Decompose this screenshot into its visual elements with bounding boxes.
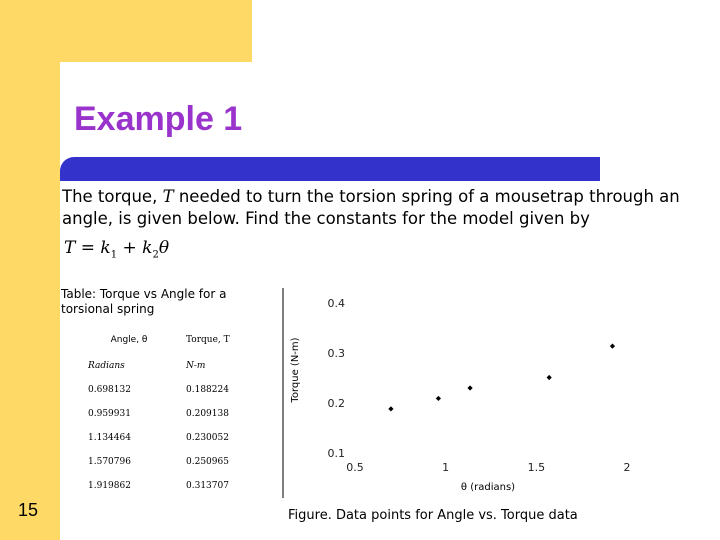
figure-caption-text: Data points for Angle vs. Torque data xyxy=(331,508,578,523)
y-axis-label: Torque (N-m) xyxy=(290,337,301,403)
cell-torque: 0.250965 xyxy=(186,457,229,467)
torque-angle-table xyxy=(80,326,276,498)
cell-angle: 0.698132 xyxy=(88,385,131,395)
data-point xyxy=(547,375,552,380)
problem-statement xyxy=(62,186,712,230)
eq-sub1: 1 xyxy=(110,249,118,261)
table-header-row xyxy=(80,326,276,354)
header-angle: Angle, θ xyxy=(110,335,148,345)
table-row xyxy=(80,474,276,498)
table-row xyxy=(80,450,276,474)
figure-caption xyxy=(288,508,578,523)
eq-lhs: T = k xyxy=(64,238,111,258)
table-units-row xyxy=(80,354,276,378)
intro-text-1: The torque, xyxy=(62,187,163,206)
cell-torque: 0.188224 xyxy=(186,385,229,395)
top-decor-band xyxy=(0,0,252,62)
x-tick-label: 1 xyxy=(442,461,450,474)
x-tick-labels xyxy=(346,461,630,474)
y-tick-label: 0.2 xyxy=(327,397,345,410)
data-point xyxy=(436,396,441,401)
data-point xyxy=(388,406,393,411)
unit-angle: Radians xyxy=(88,361,125,371)
page-number: 15 xyxy=(18,500,39,520)
cell-angle: 1.134464 xyxy=(88,433,131,443)
slide-title: Example 1 xyxy=(74,100,243,138)
y-tick-label: 0.1 xyxy=(327,447,345,460)
data-points xyxy=(388,344,615,412)
x-tick-label: 2 xyxy=(623,461,631,474)
intro-text-2: needed to turn the torsion spring of a mousetrap through an angle, is given below. Find the constants for the model given by xyxy=(62,187,680,228)
model-equation xyxy=(64,238,169,260)
left-decor-band xyxy=(0,0,60,540)
x-axis-label: θ (radians) xyxy=(460,482,516,493)
x-tick-label: 1.5 xyxy=(527,461,546,474)
title-underline-bar xyxy=(60,157,600,181)
cell-angle: 1.570796 xyxy=(88,457,131,467)
cell-angle: 1.919862 xyxy=(88,481,131,491)
eq-rhs: θ xyxy=(158,238,170,258)
y-tick-label: 0.4 xyxy=(327,297,345,310)
table-row xyxy=(80,378,276,402)
eq-mid: + k xyxy=(117,238,153,258)
cell-torque: 0.313707 xyxy=(186,481,229,491)
table-row xyxy=(80,402,276,426)
cell-torque: 0.209138 xyxy=(186,409,229,419)
eq-sub2: 2 xyxy=(152,249,159,261)
header-torque: Torque, T xyxy=(186,335,230,345)
table-caption: Table: Torque vs Angle for a torsional spring xyxy=(61,287,227,316)
figure-caption-label: Figure. xyxy=(288,508,332,523)
x-tick-label: 0.5 xyxy=(346,461,364,474)
unit-torque: N-m xyxy=(186,361,206,371)
table-row xyxy=(80,426,276,450)
data-point xyxy=(610,344,615,349)
y-tick-labels xyxy=(328,297,346,460)
intro-variable: T xyxy=(162,187,174,206)
y-tick-label: 0.3 xyxy=(327,347,345,360)
cell-torque: 0.230052 xyxy=(186,433,229,443)
cell-angle: 0.959931 xyxy=(88,409,131,419)
data-point xyxy=(467,385,472,390)
scatter-chart xyxy=(280,280,650,500)
